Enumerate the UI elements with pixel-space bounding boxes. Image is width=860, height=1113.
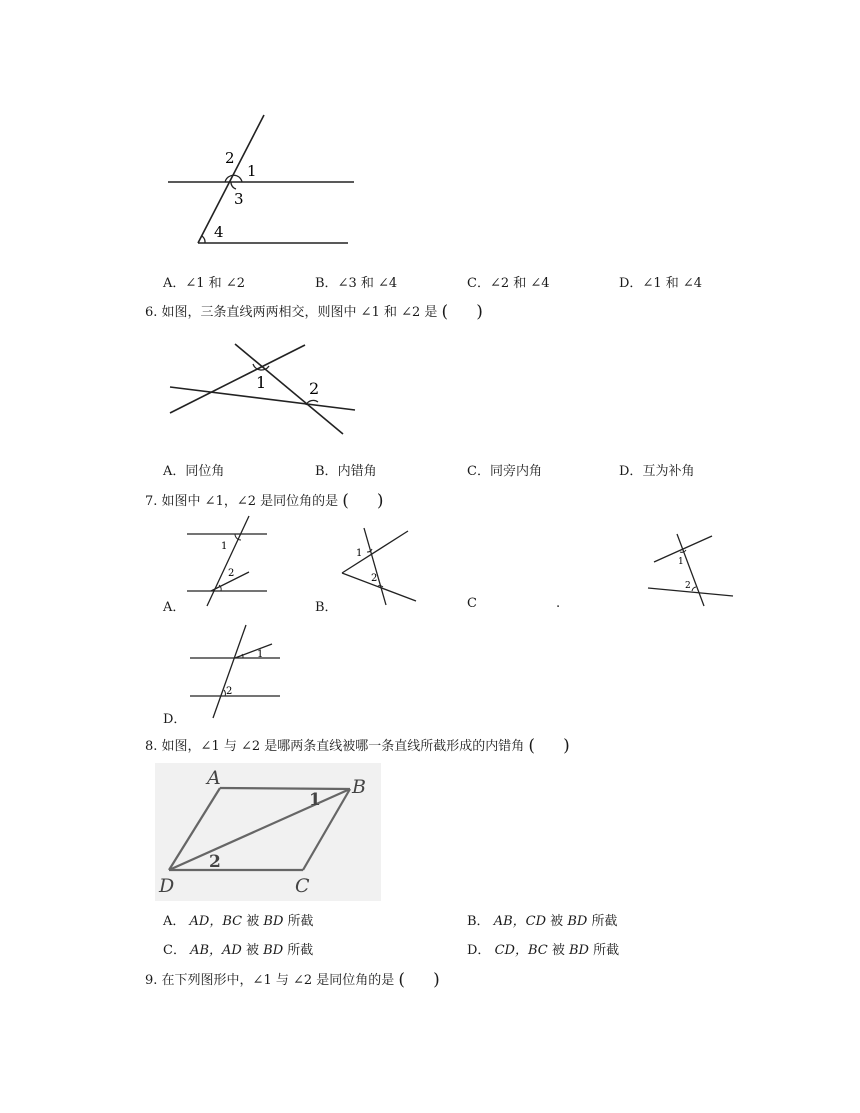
q9-paren-open: ( (398, 970, 406, 990)
q8-paren-close: ) (563, 736, 570, 756)
q5-label-2: 2 (225, 149, 235, 167)
q7d-label-2: 2 (226, 686, 233, 697)
q7-figure-d (188, 622, 284, 720)
q8-option-d-letter: D． (467, 943, 491, 958)
q5-option-d-text: ∠1 和 ∠4 (642, 276, 703, 291)
q5-option-c-letter: C． (467, 276, 490, 291)
q8-angle-2: 2 (209, 852, 221, 872)
q8-option-b-letter: B． (467, 914, 490, 929)
q5-option-b (315, 272, 397, 291)
q6-number: 6. (145, 305, 158, 320)
q6-paren-close: ) (476, 302, 483, 322)
q5-figure (160, 110, 360, 250)
q8-paren-open: ( (528, 736, 536, 756)
q8-option-d-suffix: 所截 (593, 943, 620, 958)
q8-option-a-letter: A． (163, 914, 186, 929)
q8-option-a-lines: AD，BC (189, 914, 243, 929)
q8-option-a-transversal: BD (263, 914, 284, 929)
q7-paren-open: ( (342, 491, 349, 511)
q6-figure (165, 340, 360, 440)
q8-option-d-lines: CD，BC (494, 943, 548, 958)
q8-option-b-by: 被 (550, 914, 564, 929)
q7-option-d: D． (163, 712, 187, 727)
q7a-label-1: 1 (221, 541, 228, 552)
q5-label-1: 1 (247, 162, 257, 180)
q8-option-a-by: 被 (246, 914, 260, 929)
q5-option-d-letter: D． (619, 276, 643, 291)
q6-option-b-text: 内错角 (337, 464, 377, 479)
q8-stem (145, 735, 570, 755)
q7c-label-1: 1 (678, 557, 684, 567)
q7b-label-1: 1 (356, 548, 363, 559)
q8-option-d-transversal: BD (569, 943, 589, 958)
q6-option-a (163, 460, 224, 479)
q5-option-c-text: ∠2 和 ∠4 (489, 276, 550, 291)
q7-option-c-dot: . (556, 596, 561, 611)
q6-paren-open: ( (441, 302, 449, 322)
q8-number: 8. (145, 739, 158, 754)
q7-option-b: B． (315, 600, 338, 615)
q5-option-a-text: ∠1 和 ∠2 (185, 276, 245, 291)
q5-option-d (619, 272, 702, 291)
q8-vertex-b: B (352, 776, 366, 798)
q9-paren-close: ) (433, 970, 440, 990)
q8-option-c-suffix: 所截 (287, 943, 314, 958)
q6-option-c-letter: C． (467, 464, 490, 479)
q7-figure-a (185, 512, 275, 608)
q9-stem (145, 969, 440, 989)
q7-option-a: A． (163, 600, 186, 615)
q6-option-d (619, 460, 694, 479)
q8-option-c-letter: C． (163, 943, 186, 958)
q6-option-d-letter: D． (619, 464, 643, 479)
q5-option-b-letter: B． (315, 276, 338, 291)
q7-option-c: C (467, 596, 477, 611)
q8-option-b-lines: AB，CD (493, 914, 547, 929)
q5-option-c (467, 272, 550, 291)
q8-vertex-c: C (295, 875, 310, 897)
q7-stem (145, 490, 384, 510)
q6-option-c-text: 同旁内角 (489, 464, 542, 479)
q7-figure-c (646, 530, 736, 608)
q5-option-a (163, 272, 245, 291)
q8-option-c-by: 被 (246, 943, 260, 958)
q7-figure-b (338, 525, 418, 607)
q7d-label-1: 1 (257, 649, 264, 660)
q7c-label-2: 2 (685, 581, 691, 591)
q5-label-4: 4 (214, 223, 224, 241)
q5-option-a-letter: A． (163, 276, 186, 291)
q6-option-d-text: 互为补角 (642, 464, 695, 479)
q6-stem (145, 301, 483, 321)
q8-option-d (467, 939, 619, 958)
q6-label-2: 2 (309, 379, 320, 398)
q9-text: 在下列图形中，∠1 与 ∠2 是同位角的是 (161, 973, 395, 988)
q5-label-3: 3 (234, 190, 244, 208)
q8-option-d-by: 被 (551, 943, 565, 958)
q6-label-1: 1 (256, 373, 267, 392)
q8-figure (155, 763, 381, 901)
q8-vertex-a: A (207, 767, 221, 789)
q8-option-b-transversal: BD (567, 914, 588, 929)
q8-option-b (467, 910, 617, 929)
q6-option-b (315, 460, 377, 479)
q6-option-b-letter: B． (315, 464, 338, 479)
q9-number: 9. (145, 973, 158, 988)
q6-option-a-text: 同位角 (185, 464, 225, 479)
q8-angle-1: 1 (309, 790, 321, 810)
q8-option-c-lines: AB，AD (190, 943, 242, 958)
q8-text: 如图，∠1 与 ∠2 是哪两条直线被哪一条直线所截形成的内错角 (161, 739, 525, 754)
q8-option-b-suffix: 所截 (591, 914, 618, 929)
q7a-label-2: 2 (228, 568, 235, 579)
q7-paren-close: ) (376, 491, 384, 511)
q8-option-c (163, 939, 313, 958)
q7-number: 7. (145, 494, 158, 509)
q7-text: 如图中 ∠1，∠2 是同位角的是 (161, 494, 339, 509)
q6-option-a-letter: A． (163, 464, 186, 479)
q7b-label-2: 2 (371, 573, 378, 584)
q8-option-c-transversal: BD (263, 943, 284, 958)
q5-option-b-text: ∠3 和 ∠4 (337, 276, 398, 291)
q8-vertex-d: D (159, 875, 175, 897)
q8-option-a (163, 910, 314, 929)
q6-option-c (467, 460, 542, 479)
q8-option-a-suffix: 所截 (287, 914, 314, 929)
q6-text: 如图，三条直线两两相交，则图中 ∠1 和 ∠2 是 (161, 305, 438, 320)
